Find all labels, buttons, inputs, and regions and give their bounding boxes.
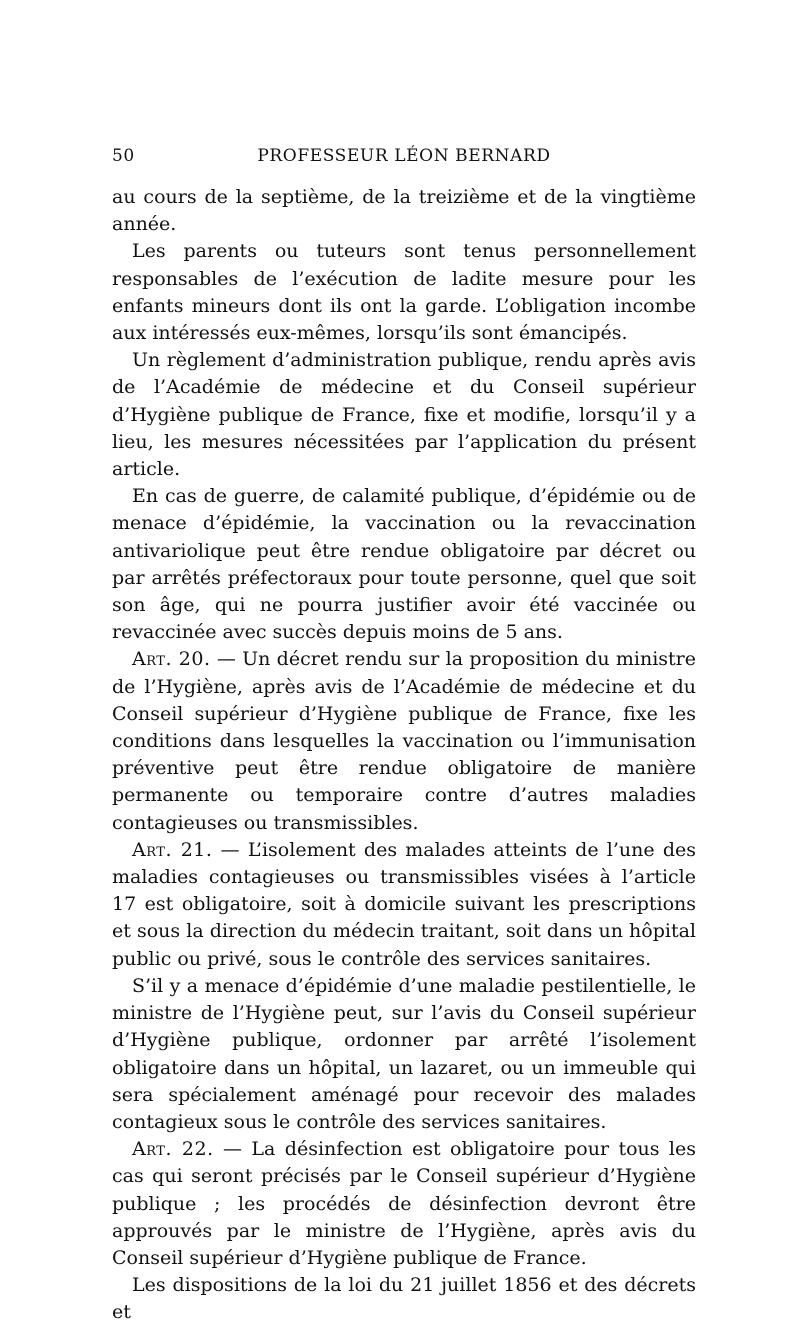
page-header — [112, 146, 696, 172]
paragraph-menace: S’il y a menace d’épidémie d’une maladie pestilentielle, le ministre de l’Hygiène peut, sur l’avis du Conseil supérieur d’Hygiène publique, ordonner par arrêté l’isolement obligatoire dans un hôpital, un lazaret, ou un immeuble qui sera spécialement aménagé pour recevoir des malades contagieux sous le contrôle des services sanitaires. — [112, 974, 696, 1133]
paragraph-dispositions: Les dispositions de la loi du 21 juillet 1856 et des décrets et — [112, 1274, 696, 1324]
paragraph-continuation: au cours de la septième, de la treizième et de la vingtième année. — [112, 186, 696, 236]
paragraph-guerre: En cas de guerre, de calamité publique, d’épidémie ou de menace d’épidémie, la vaccination ou la revaccination antivariolique peut être rendue obligatoire par décret ou par arrêtés préfectoraux pour toute personne, quel que soit son âge, qui ne pourra justifier avoir été vaccinée ou revaccinée avec succès depuis moins de 5 ans. — [112, 485, 696, 644]
running-title: PROFESSEUR LÉON BERNARD — [257, 146, 551, 166]
paragraph-article-22: Art. 22. — La désinfection est obligatoire pour tous les cas qui seront précisés par le Conseil supérieur d’Hygiène publique ; les procédés de désinfection devront être approuvés par le ministre de l’Hygiène, après avis du Conseil supérieur d’Hygiène publique de France. — [112, 1138, 696, 1269]
body-text — [112, 184, 696, 1327]
page-number: 50 — [112, 146, 135, 166]
paragraph-article-20: Art. 20. — Un décret rendu sur la proposition du ministre de l’Hygiène, après avis de l’Académie de médecine et du Conseil supérieur d’Hygiène publique de France, fixe les conditions dans lesquelles la vaccination ou l’immunisation préventive peut être rendue obligatoire de manière permanente ou temporaire contre d’autres maladies contagieuses ou transmissibles. — [112, 648, 696, 834]
paragraph-parents: Les parents ou tuteurs sont tenus personnellement responsables de l’exécution de ladite mesure pour les enfants mineurs dont ils ont la garde. L’obligation incombe aux intéressés eux-mêmes, lorsqu’ils sont émancipés. — [112, 240, 696, 345]
paragraph-reglement: Un règlement d’administration publique, rendu après avis de l’Académie de médecine et du Conseil supérieur d’Hygiène publique de France, fixe et modifie, lorsqu’il y a lieu, les mesures nécessitées par l’application du présent article. — [112, 349, 696, 481]
article-label: Art. 22. — [132, 1138, 214, 1161]
paragraph-article-21: Art. 21. — L’isolement des malades atteints de l’une des maladies contagieuses ou transmissibles visées à l’article 17 est obligatoire, soit à domicile suivant les prescriptions et sous la direction du médecin traitant, soit dans un hôpital public ou privé, sous le contrôle des services sanitaires. — [112, 838, 697, 970]
article-label: Art. 20. — [132, 648, 211, 671]
article-label: Art. 21. — [132, 838, 213, 861]
